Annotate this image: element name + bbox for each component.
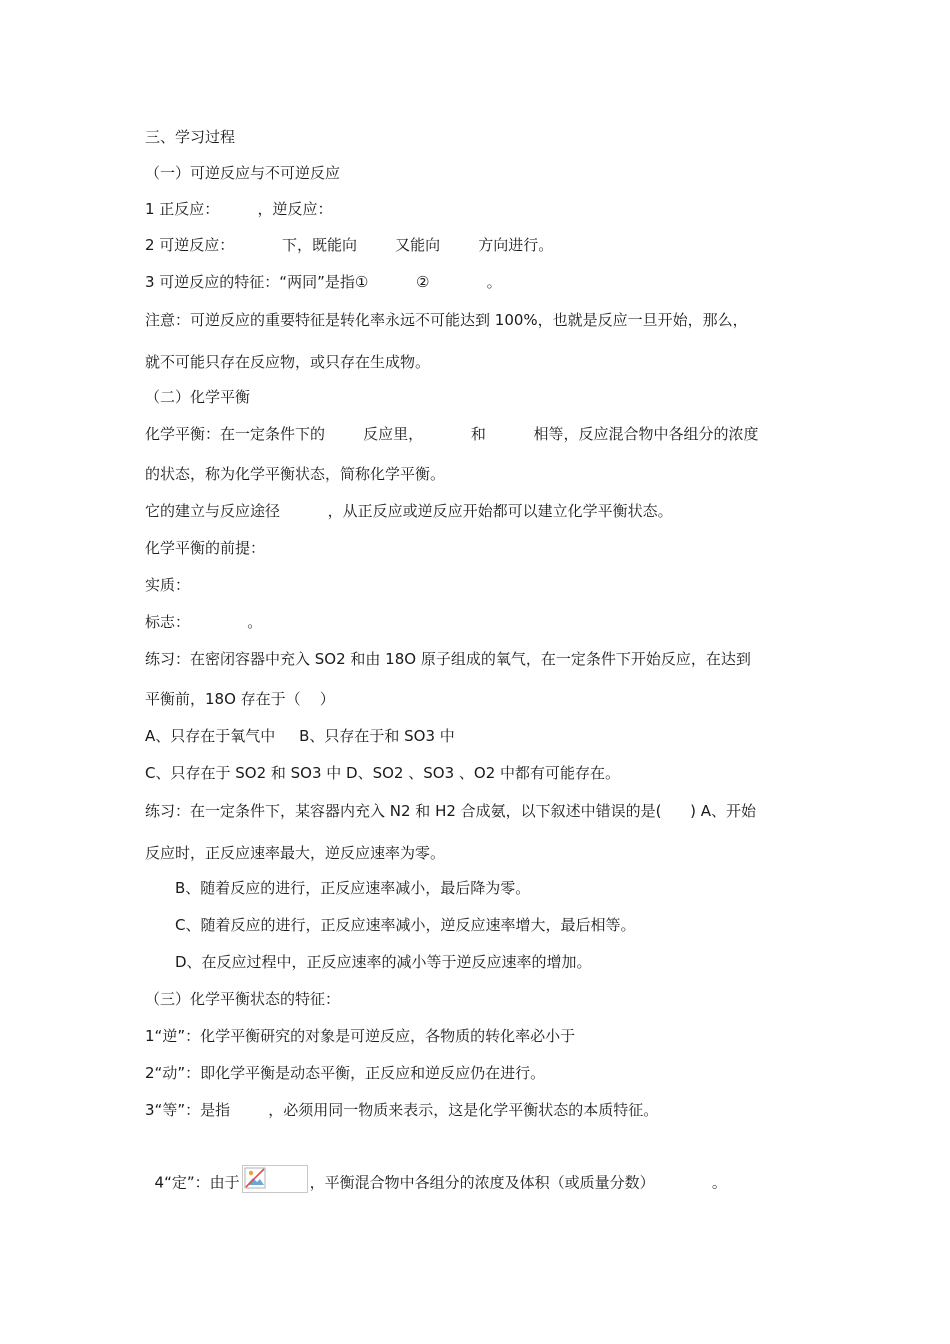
exercise2-option-d: D、在反应过程中，正反应速率的减小等于逆反应速率的增加。 bbox=[175, 953, 592, 971]
part2-definition-line1: 化学平衡：在一定条件下的 反应里， 和 相等，反应混合物中各组分的浓度 bbox=[145, 425, 759, 443]
exercise2-option-c: C、随着反应的进行，正反应速率减小，逆反应速率增大，最后相等。 bbox=[175, 916, 636, 934]
part1-line3: 3 可逆反应的特征：“两同”是指① ② 。 bbox=[145, 273, 502, 291]
exercise2-option-b: B、随着反应的进行，正反应速率减小，最后降为零。 bbox=[175, 879, 531, 897]
exercise1-question-line1: 练习：在密闭容器中充入 SO2 和由 18O 原子组成的氧气，在一定条件下开始反应，在达到 bbox=[145, 650, 751, 668]
exercise1-options-ab: A、只存在于氧气中 B、只存在于和 SO3 中 bbox=[145, 727, 455, 745]
exercise1-question-line2: 平衡前，18O 存在于（ ） bbox=[145, 690, 335, 708]
broken-image-icon bbox=[242, 1165, 308, 1193]
part2-path: 它的建立与反应途径 ，从正反应或逆反应开始都可以建立化学平衡状态。 bbox=[145, 502, 673, 520]
part1-line1: 1 正反应： ，逆反应： bbox=[145, 200, 333, 218]
part3-heading: （三）化学平衡状态的特征： bbox=[145, 990, 341, 1008]
part2-heading: （二）化学平衡 bbox=[145, 388, 251, 406]
part1-heading: （一）可逆反应与不可逆反应 bbox=[145, 164, 341, 182]
part2-premise: 化学平衡的前提： bbox=[145, 539, 266, 557]
feature-1: 1“逆”：化学平衡研究的对象是可逆反应，各物质的转化率必小于 bbox=[145, 1027, 576, 1045]
feature-4-suffix: ，平衡混合物中各组分的浓度及体积（或质量分数） 。 bbox=[309, 1173, 727, 1192]
feature-4 bbox=[145, 1149, 727, 1197]
exercise2-question-line2: 反应时，正反应速率最大，逆反应速率为零。 bbox=[145, 844, 446, 862]
exercise2-question-line1: 练习：在一定条件下，某容器内充入 N2 和 H2 合成氨，以下叙述中错误的是( ) A、开始 bbox=[145, 802, 757, 820]
part2-mark: 标志： 。 bbox=[145, 613, 263, 631]
feature-2: 2“动”：即化学平衡是动态平衡，正反应和逆反应仍在进行。 bbox=[145, 1064, 546, 1082]
part2-essence: 实质： bbox=[145, 576, 191, 594]
exercise1-options-cd: C、只存在于 SO2 和 SO3 中 D、SO2 、SO3 、O2 中都有可能存在。 bbox=[145, 764, 621, 782]
feature-4-prefix: 4“定”：由于 bbox=[154, 1173, 240, 1192]
part2-definition-line2: 的状态，称为化学平衡状态，简称化学平衡。 bbox=[145, 465, 446, 483]
part1-note-line1: 注意：可逆反应的重要特征是转化率永远不可能达到 100%，也就是反应一旦开始，那么， bbox=[145, 311, 748, 329]
feature-3: 3“等”：是指 ，必须用同一物质来表示，这是化学平衡状态的本质特征。 bbox=[145, 1101, 659, 1119]
part1-line2: 2 可逆反应： 下，既能向 又能向 方向进行。 bbox=[145, 236, 554, 254]
section-title: 三、学习过程 bbox=[145, 128, 236, 146]
part1-note-line2: 就不可能只存在反应物，或只存在生成物。 bbox=[145, 353, 431, 371]
